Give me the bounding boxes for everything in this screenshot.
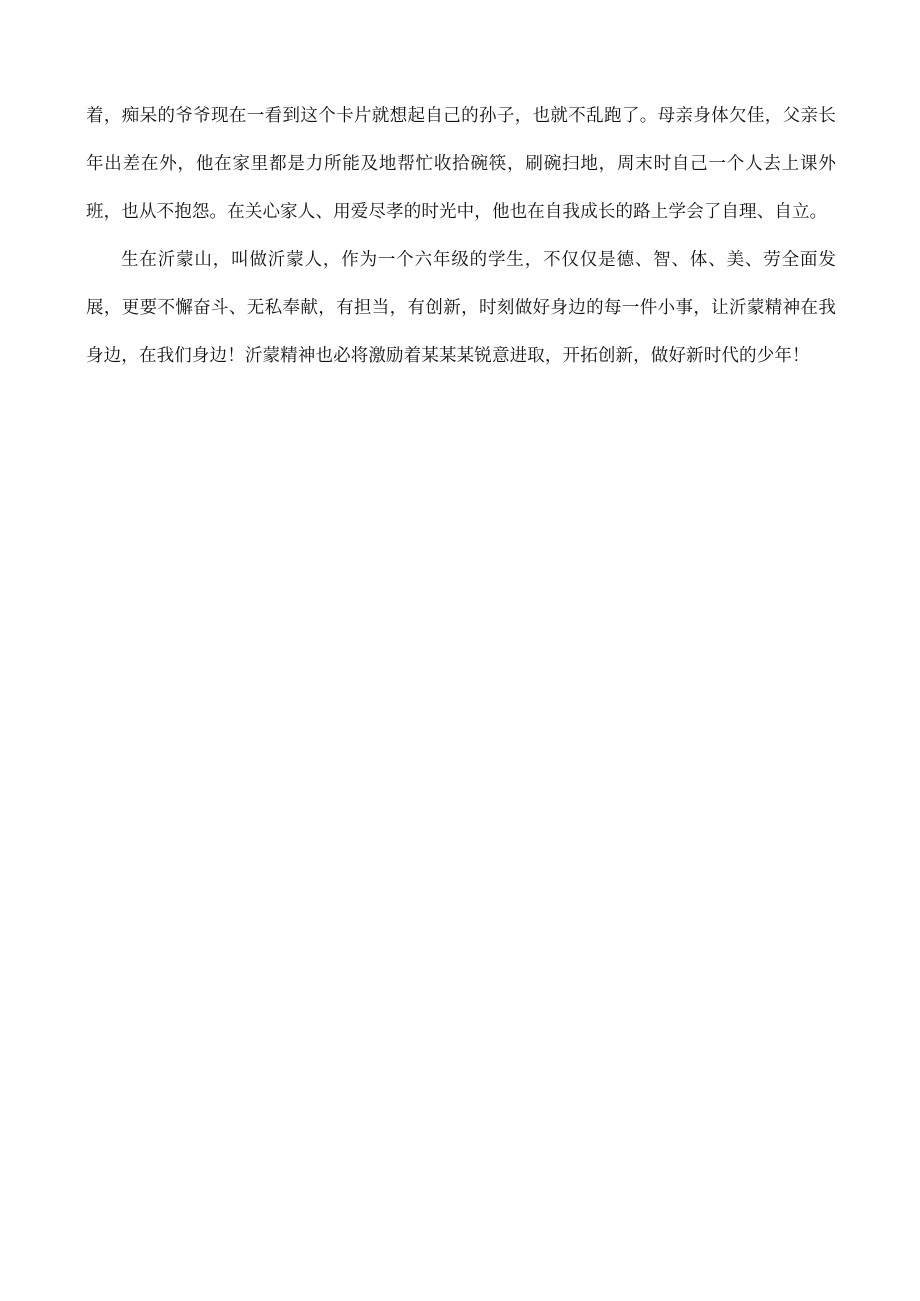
paragraph-conclusion: 生在沂蒙山，叫做沂蒙人，作为一个六年级的学生，不仅仅是德、智、体、美、劳全面发展，更要不懈奋斗、无私奉献，有担当，有创新，时刻做好身边的每一件小事，让沂蒙精神在我身边，在我们身边！沂蒙精神也必将激励着某某某锐意进取，开拓创新，做好新时代的少年！	[86, 250, 836, 366]
document-body	[86, 92, 836, 380]
paragraph-continuation: 着，痴呆的爷爷现在一看到这个卡片就想起自己的孙子，也就不乱跑了。母亲身体欠佳，父亲长年出差在外，他在家里都是力所能及地帮忙收拾碗筷，刷碗扫地，周末时自己一个人去上课外班，也从不抱怨。在关心家人、用爱尽孝的时光中，他也在自我成长的路上学会了自理、自立。	[86, 106, 836, 222]
